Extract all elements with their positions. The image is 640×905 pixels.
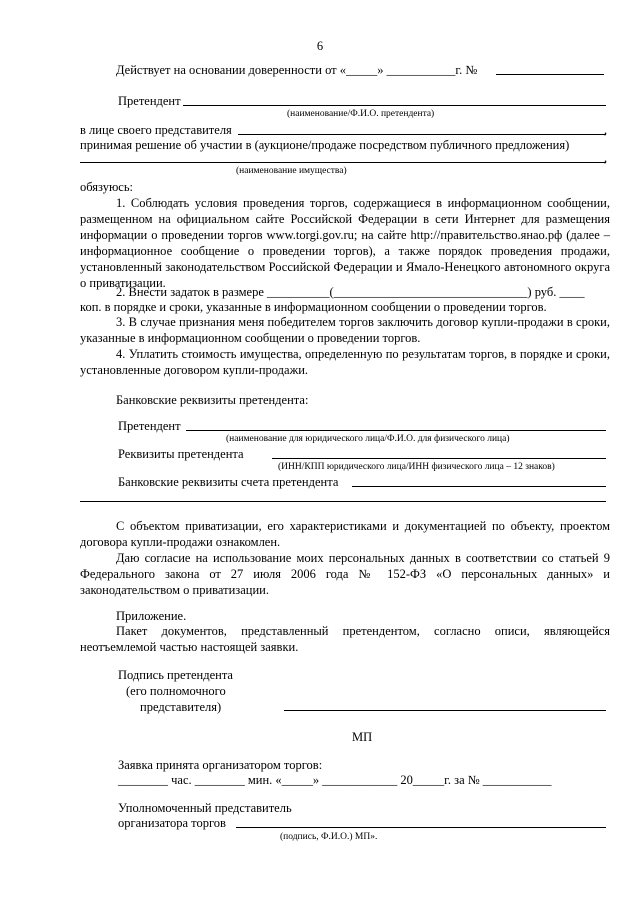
appendix-label: Приложение. — [116, 609, 187, 623]
bank-account-field-2[interactable] — [80, 501, 606, 502]
stamp-placeholder: МП — [352, 730, 373, 744]
item-1: 1. Соблюдать условия проведения торгов, содержащиеся в информационном сообщении, размещенном на официальном сайте Российской Федерации в сети Интернет для размещения информации о проведении торгов www.torgi.gov.ru; на сайте http://правительство.янао.рф (далее – информационное сообщение о проведении торгов), а также порядок проведения продажи, установленный законодательством Российской Федерации и Ямало-Ненецкого автономного округа о приватизации. — [80, 196, 610, 290]
bank-applicant-label: Претендент — [118, 419, 181, 433]
signature-field[interactable] — [284, 710, 606, 711]
bank-account-field[interactable] — [352, 486, 606, 487]
obligates-label: обязуюсь: — [80, 180, 134, 194]
bank-account-label: Банковские реквизиты счета претендента — [118, 475, 339, 489]
bank-heading: Банковские реквизиты претендента: — [116, 393, 309, 407]
signature-line-1: Подпись претендента — [118, 668, 233, 682]
authorized-caption: (подпись, Ф.И.О.) МП». — [280, 832, 378, 842]
item-4: 4. Уплатить стоимость имущества, определенную по результатам торгов, в порядке и сроки, установленные договором купли-продажи. — [80, 347, 610, 377]
page-number: 6 — [316, 39, 324, 53]
authorized-line-1: Уполномоченный представитель — [118, 801, 292, 815]
decision-line: принимая решение об участии в (аукционе/продаже посредством публичного предложения) — [80, 138, 570, 152]
accepted-label: Заявка принята организатором торгов: — [118, 758, 323, 772]
requisites-field[interactable] — [272, 458, 606, 459]
attorney-number-field[interactable] — [496, 74, 604, 75]
applicant-label: Претендент — [118, 94, 181, 108]
appendix-text: Пакет документов, представленный претендентом, согласно описи, являющейся неотъемлемой частью настоящей заявки. — [80, 624, 610, 654]
signature-line-2: (его полномочного — [126, 684, 226, 698]
property-field[interactable] — [80, 162, 606, 163]
authorized-line-2: организатора торгов — [118, 816, 226, 830]
consent-text: Даю согласие на использование моих персональных данных в соответствии со статьей 9 Федерального закона от 27 июля 2006 года № 152-ФЗ «О персональных данных» и законодательством о приватизации. — [80, 551, 610, 597]
item-3: 3. В случае признания меня победителем торгов заключить договор купли-продажи в сроки, указанные в информационном сообщении о проведении торгов. — [80, 315, 610, 345]
representative-line: в лице своего представителя — [80, 123, 232, 137]
acknowledgement-text: С объектом приватизации, его характеристиками и документацией по объекту, проектом договора купли-продажи ознакомлен. — [80, 519, 610, 549]
applicant-field[interactable] — [183, 105, 606, 106]
application-form-page: 6 Действует на основании доверенности от «_____» ___________г. № Претендент (наименование/Ф.И.О. претендента) в лице своего представителя , принимая решение об участии в (аукционе/продаже посредством публичного предложения) , (наименование имущества) обязуюсь: 1. Соблюдать условия проведения торгов, содержащиеся в информационном сообщении, размещенном на официальном сайте Российской Федерации в сети Интернет для размещения информации о проведении торгов www.torgi.gov.ru; на сайте http://правительство.янао.рф (далее – информационное сообщение о проведении торгов), а также порядок проведения продажи, установленный законодательством Российской Федерации и Ямало-Ненецкого автономного округа о приватизации. 2. Внести задаток в размере __________(_______________________________) руб. ____ коп. в порядке и сроки, указанные в информационном сообщении о проведении торгов. 3. В случае признания меня победителем торгов заключить договор купли-продажи в сроки, указанные в информационном сообщении о проведении торгов. 4. Уплатить стоимость имущества, определенную по результатам торгов, в порядке и сроки, установленные договором купли-продажи. Банковские реквизиты претендента: Претендент (наименование для юридического лица/Ф.И.О. для физического лица) Реквизиты претендента (ИНН/КПП юридического лица/ИНН физического лица – 12 знаков) Банковские реквизиты счета претендента С объектом приватизации, его характеристиками и документацией по объекту, проектом договора купли-продажи ознакомлен. Даю согласие на использование моих персональных данных в соответствии со статьей 9 Федерального закона от 27 июля 2006 года № 152-ФЗ «О персональных данных» и законодательством о приватизации. Приложение. Пакет документов, представленный претендентом, согласно описи, являющейся неотъемлемой частью настоящей заявки. Подпись претендента (его полномочного представителя) МП Заявка принята организатором торгов: ________ час. ________ мин. «_____» ____________ 20_____г. за № ___________ Уполномоченный представитель организатора торгов (подпись, Ф.И.О.) МП». — [0, 0, 640, 905]
signature-line-3: представителя) — [140, 700, 222, 714]
requisites-caption: (ИНН/КПП юридического лица/ИНН физического лица – 12 знаков) — [278, 462, 555, 472]
attorney-line: Действует на основании доверенности от «_____» ___________г. № — [116, 63, 478, 77]
item-2-line-1: 2. Внести задаток в размере __________(_______________________________) руб. ____ — [116, 285, 585, 299]
bank-applicant-caption: (наименование для юридического лица/Ф.И.О. для физического лица) — [226, 434, 510, 444]
property-caption: (наименование имущества) — [236, 166, 347, 176]
bank-applicant-field[interactable] — [186, 430, 606, 431]
accepted-line: ________ час. ________ мин. «_____» ____________ 20_____г. за № ___________ — [118, 773, 552, 787]
applicant-caption: (наименование/Ф.И.О. претендента) — [287, 109, 435, 119]
item-2-line-2: коп. в порядке и сроки, указанные в информационном сообщении о проведении торгов. — [80, 300, 547, 314]
requisites-label: Реквизиты претендента — [118, 447, 244, 461]
representative-field[interactable] — [238, 134, 606, 135]
authorized-signature-field[interactable] — [236, 827, 606, 828]
